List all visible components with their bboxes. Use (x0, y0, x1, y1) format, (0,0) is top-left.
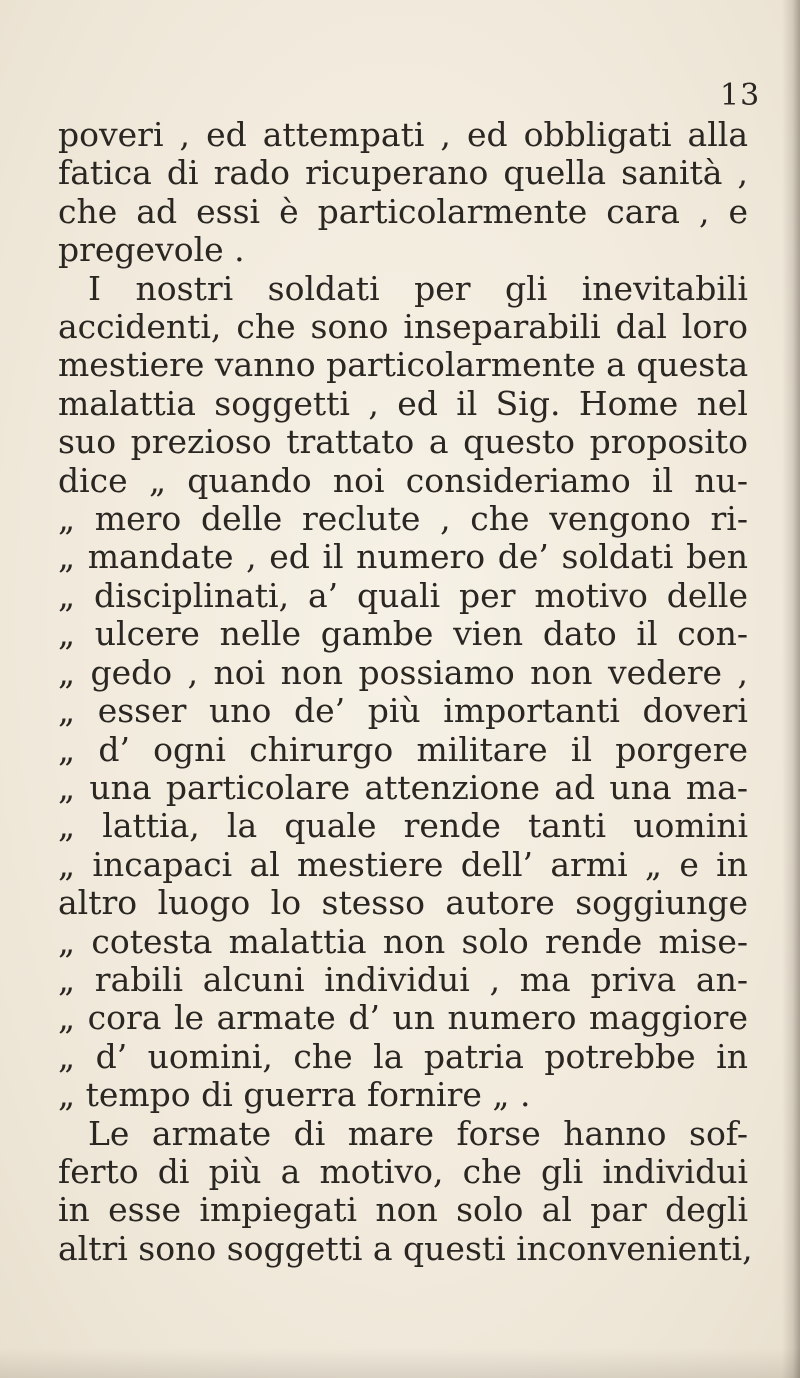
text-line: pregevole . (58, 230, 245, 270)
page-number: 13 (720, 78, 761, 113)
text-line: poveri , ed attempati , ed obbligati alla (58, 115, 748, 154)
text-line: dice „ quando noi consideriamo il nu- (58, 460, 748, 500)
text-line: „ incapaci al mestiere dell’ armi „ e in (58, 844, 748, 884)
text-line: mestiere vanno particolarmente a questa (58, 345, 749, 385)
text-line: malattia soggetti , ed il Sig. Home nel (58, 383, 748, 423)
text-line: accidenti, che sono inseparabili dal loro (58, 307, 748, 347)
body-text (58, 115, 753, 1268)
text-line: fatica di rado ricuperano quella sanità , (58, 153, 748, 193)
text-line: „ rabili alcuni individui , ma priva an- (58, 959, 748, 999)
text-line: altro luogo lo stesso autore soggiunge (58, 883, 748, 923)
text-line: Le armate di mare forse hanno sof- (88, 1113, 748, 1153)
page-bottom-shadow (0, 1348, 800, 1378)
text-line: „ d’ uomini, che la patria potrebbe in (58, 1036, 748, 1076)
text-line: I nostri soldati per gli inevitabili (88, 268, 748, 308)
text-line: „ mandate , ed il numero de’ soldati ben (58, 537, 748, 577)
text-line: che ad essi è particolarmente cara , e (58, 191, 748, 231)
page-edge-shadow (782, 0, 800, 1378)
text-line: „ disciplinati, a’ quali per motivo delle (58, 575, 748, 615)
text-line: „ cora le armate d’ un numero maggiore (58, 998, 748, 1038)
text-line: „ ulcere nelle gambe vien dato il con- (58, 614, 748, 654)
text-line: ferto di più a motivo, che gli individui (58, 1151, 748, 1191)
text-line: „ lattia, la quale rende tanti uomini (58, 806, 748, 846)
text-line: suo prezioso trattato a questo proposito (58, 422, 748, 462)
text-line: in esse impiegati non solo al par degli (58, 1190, 748, 1230)
text-line: „ mero delle reclute , che vengono ri- (58, 499, 748, 539)
text-line: altri sono soggetti a questi inconvenienti, (58, 1228, 753, 1268)
text-line: „ gedo , noi non possiamo non vedere , (58, 652, 748, 692)
text-line: „ esser uno de’ più importanti doveri (58, 691, 748, 731)
text-line: „ d’ ogni chirurgo militare il porgere (58, 729, 748, 769)
text-line: „ tempo di guerra fornire „ . (58, 1075, 531, 1115)
text-line: „ cotesta malattia non solo rende mise- (58, 921, 748, 961)
text-line: „ una particolare attenzione ad una ma- (58, 767, 748, 807)
